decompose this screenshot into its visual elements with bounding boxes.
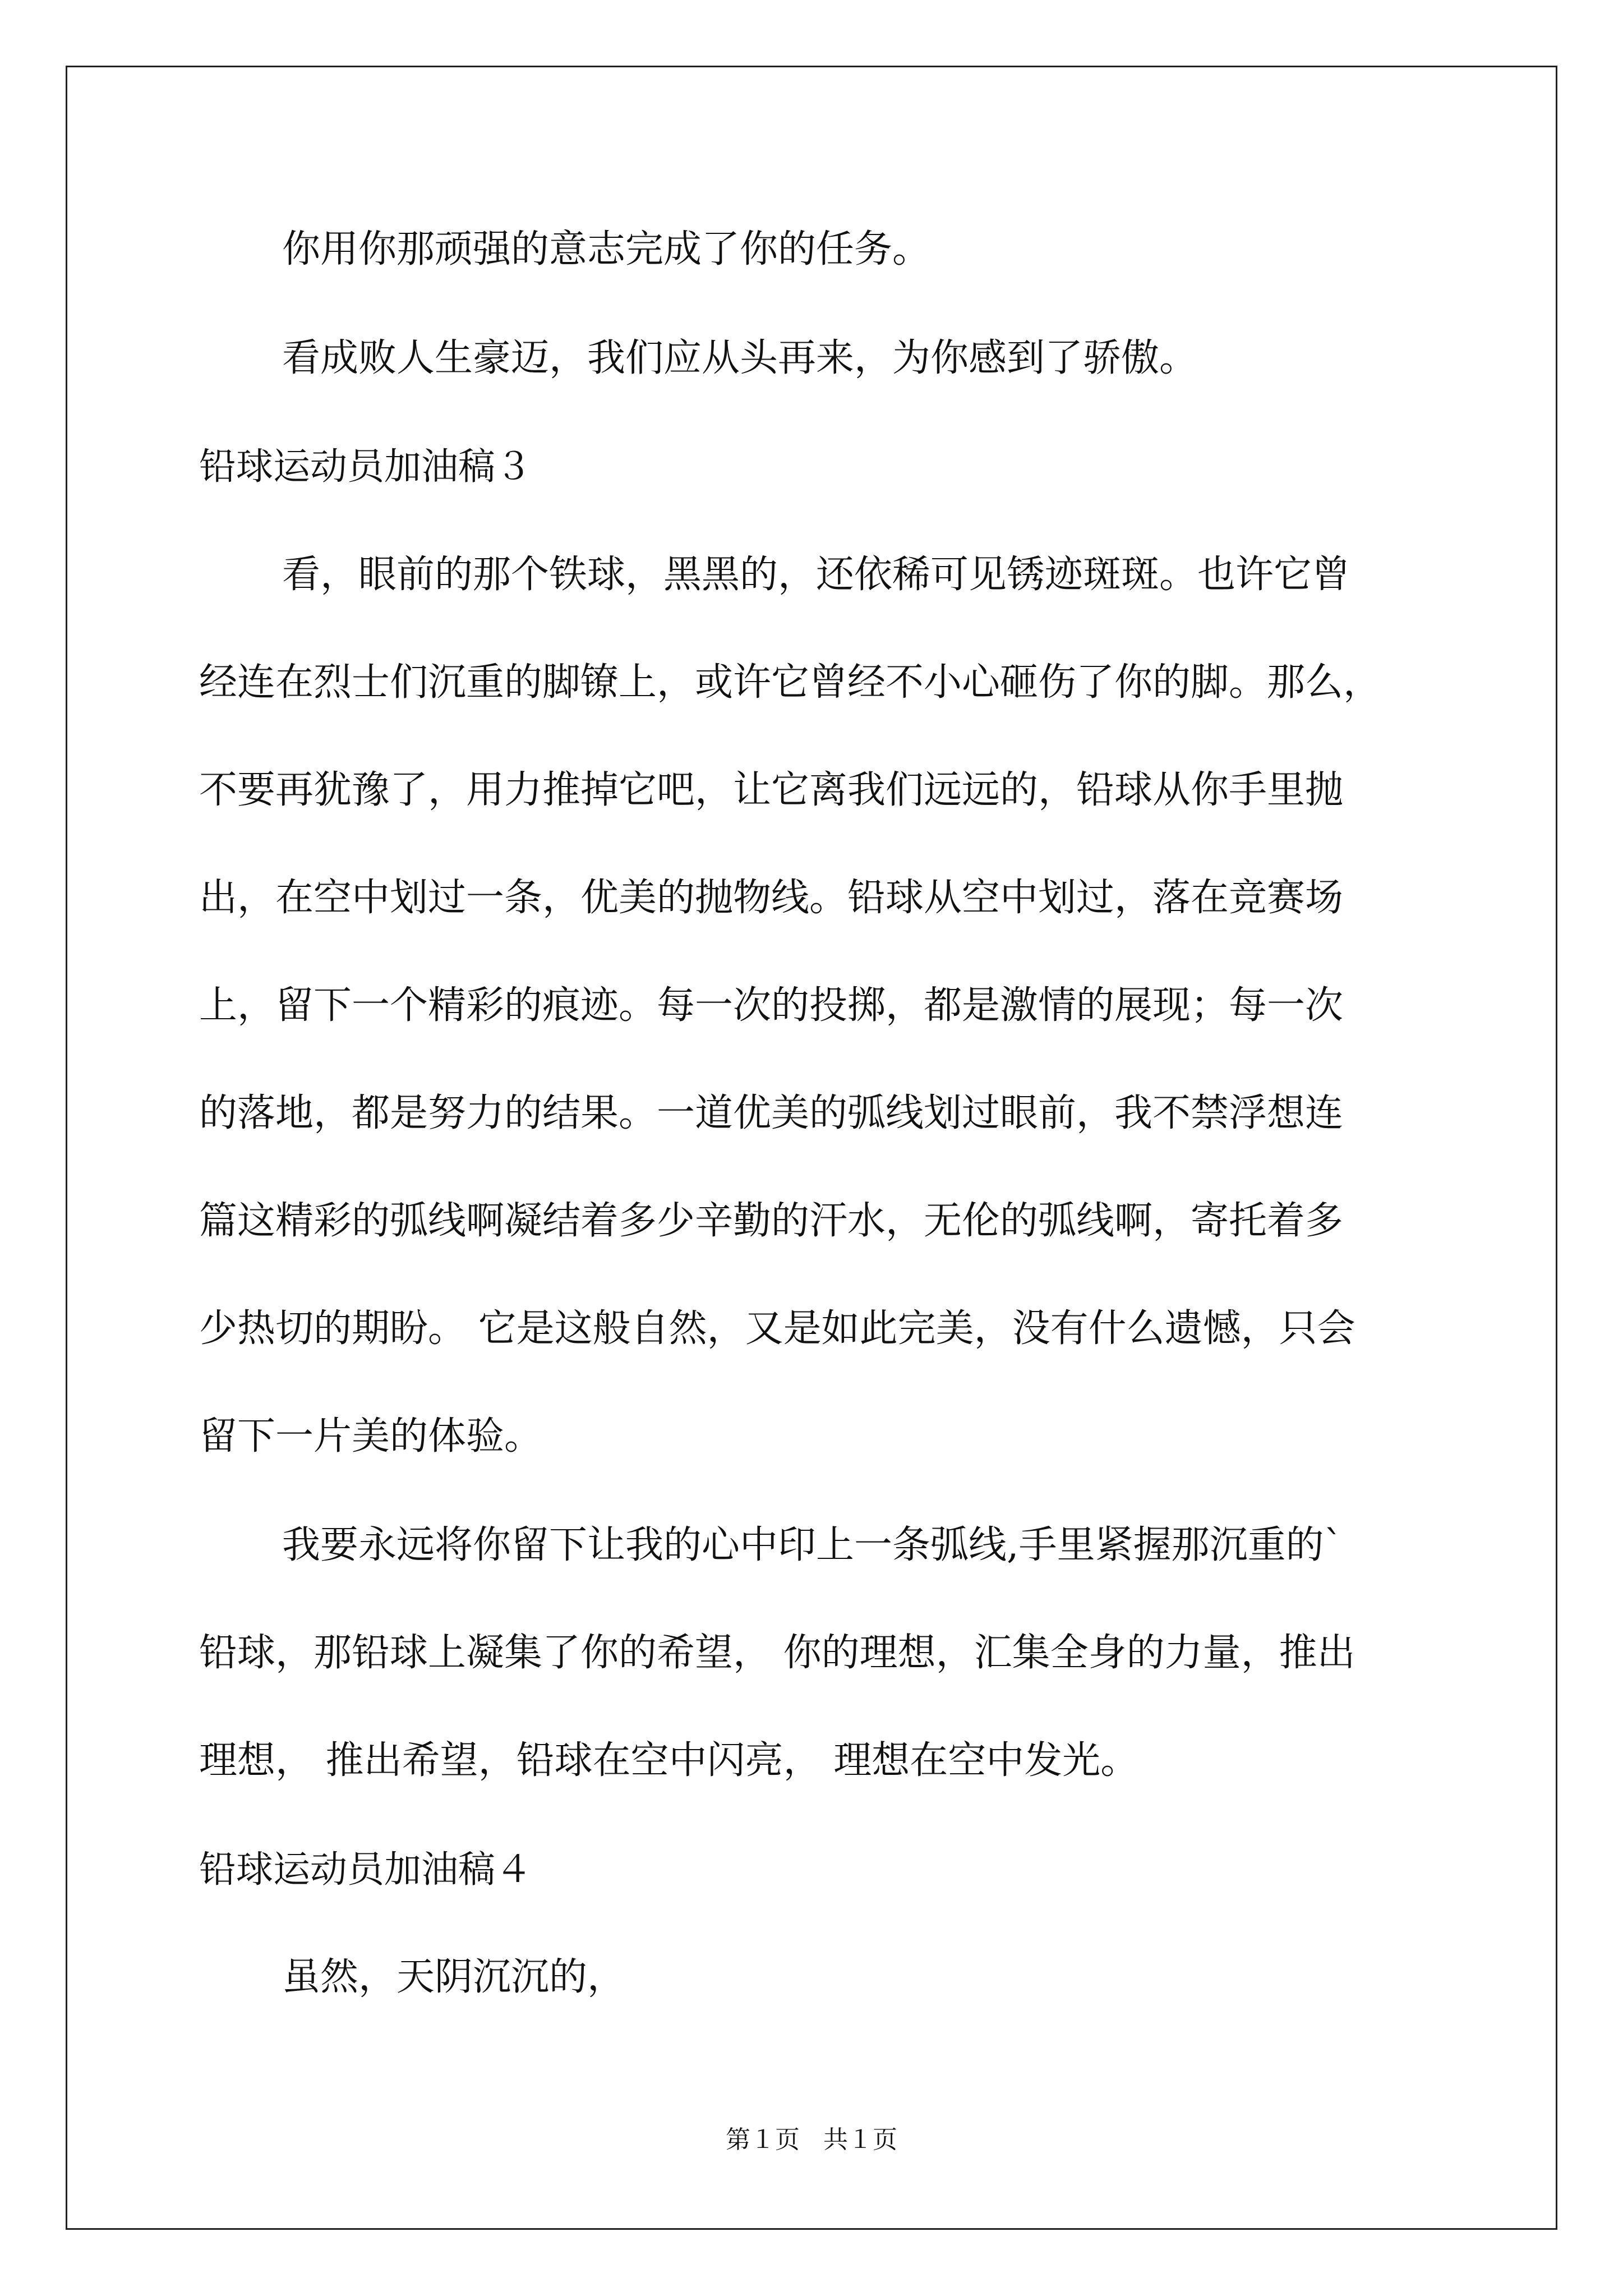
section-heading: 铅球运动员加油稿３ [199, 445, 532, 488]
paragraph-line: 理想， 推出希望，铅球在空中闪亮， 理想在空中发光。 [199, 1738, 1139, 1783]
paragraph-line: 铅球，那铅球上凝集了你的希望， 你的理想，汇集全身的力量，推出 [199, 1631, 1355, 1675]
page-footer [0, 2123, 1623, 2157]
page-number: 第１页 [726, 2125, 800, 2154]
page-border [66, 66, 1557, 2230]
paragraph-line: 篇这精彩的弧线啊凝结着多少辛勤的汗水，无伦的弧线啊，寄托着多 [199, 1199, 1344, 1243]
paragraph-line: 经连在烈士们沉重的脚镣上，或许它曾经不小心砸伤了你的脚。那么， [199, 660, 1382, 705]
section-heading: 铅球运动员加油稿４ [199, 1848, 532, 1891]
paragraph-line: 出，在空中划过一条，优美的抛物线。铅球从空中划过，落在竞赛场 [199, 876, 1344, 920]
paragraph-line: 看成败人生豪迈，我们应从头再来，为你感到了骄傲。 [282, 336, 1198, 380]
page-total: 共１页 [823, 2125, 897, 2154]
paragraph-line: 不要再犹豫了，用力推掉它吧，让它离我们远远的，铅球从你手里抛 [199, 768, 1344, 812]
paragraph-line: 少热切的期盼。 它是这般自然，又是如此完美，没有什么遗憾，只会 [199, 1306, 1355, 1351]
paragraph-line: 我要永远将你留下让我的心中印上一条弧线,手里紧握那沉重的` [282, 1523, 1343, 1567]
paragraph-line: 的落地，都是努力的结果。一道优美的弧线划过眼前，我不禁浮想连 [199, 1091, 1344, 1135]
paragraph-line: 留下一片美的体验。 [199, 1414, 543, 1458]
paragraph-line: 虽然，天阴沉沉的， [282, 1955, 626, 1999]
paragraph-line: 你用你那顽强的意志完成了你的任务。 [282, 227, 931, 272]
paragraph-line: 上，留下一个精彩的痕迹。每一次的投掷，都是激情的展现；每一次 [199, 983, 1344, 1028]
paragraph-line: 看，眼前的那个铁球，黑黑的，还依稀可见锈迹斑斑。也许它曾 [282, 553, 1350, 597]
